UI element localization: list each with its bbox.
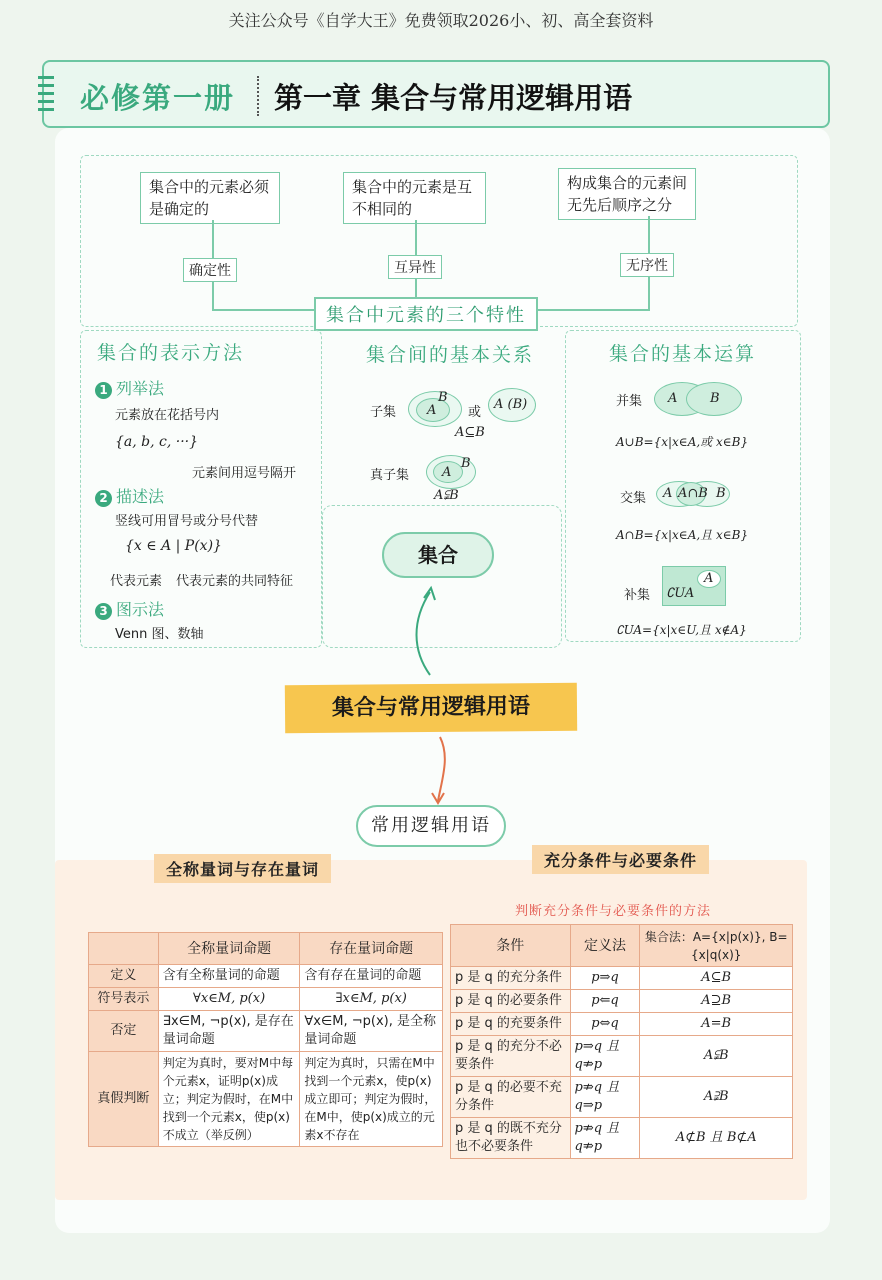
table-cell: 含有全称量词的命题 — [158, 965, 300, 988]
table-cell: A=B — [640, 1013, 793, 1036]
table-row — [451, 1118, 793, 1159]
table-row — [89, 1011, 443, 1052]
property-name-1: 确定性 — [183, 258, 237, 282]
binder-rings-icon — [38, 76, 54, 114]
method-2-example: {x ∈ A | P(x)} — [125, 538, 222, 554]
property-desc-1: 集合中的元素必须是确定的 — [140, 172, 280, 224]
or-label: 或 — [468, 405, 482, 420]
chapter-header — [42, 60, 830, 128]
method-2-title: 描述法 — [116, 487, 165, 506]
table-row — [451, 1036, 793, 1077]
relations-title: 集合间的基本关系 — [366, 344, 535, 366]
method-3-note: Venn 图、数轴 — [115, 627, 204, 642]
table-cell: 含有存在量词的命题 — [300, 965, 443, 988]
property-name-3: 无序性 — [620, 253, 674, 277]
table-cell: p⇏q 且 q⇏p — [570, 1118, 640, 1159]
method-1-arrow-note: 元素间用逗号隔开 — [192, 466, 297, 481]
row-header: p 是 q 的充要条件 — [451, 1013, 571, 1036]
table-cell: 判定为真时，只需在M中找到一个元素x，使p(x)成立即可；判定为假时，在M中，使p(x)成立的元素x不存在 — [300, 1052, 443, 1147]
proper-formula: A⫋B — [434, 488, 459, 503]
table-cell: A⊆B — [640, 967, 793, 990]
table-cell: A⫌B — [640, 1077, 793, 1118]
header-cell — [89, 933, 159, 965]
method-1-title: 列举法 — [116, 379, 165, 398]
table-cell: p⇏q 且 q⇒p — [570, 1077, 640, 1118]
complement-label: 补集 — [624, 588, 651, 603]
table-cell: p⇐q — [570, 990, 640, 1013]
divider — [257, 76, 259, 116]
method-2 — [95, 484, 164, 507]
complement-inner: ∁UA — [666, 586, 695, 601]
row-header: p 是 q 的必要不充分条件 — [451, 1077, 571, 1118]
row-header: 定义 — [89, 965, 159, 988]
table-cell: 判定为真时，要对M中每个元素x，证明p(x)成立；判定为假时，在M中找到一个元素x，使p(x)不成立（举反例） — [158, 1052, 300, 1147]
property-desc-2: 集合中的元素是互不相同的 — [343, 172, 486, 224]
table-cell: p⇔q — [570, 1013, 640, 1036]
curved-arrow-down-icon — [420, 735, 460, 807]
chapter-title: 第一章 集合与常用逻辑用语 — [274, 81, 633, 115]
method-2-note-left: 代表元素 — [110, 574, 163, 589]
quantifier-tab: 全称量词与存在量词 — [154, 854, 331, 883]
operations-title: 集合的基本运算 — [609, 343, 757, 365]
table-cell: ∃x∈M, ¬p(x), 是存在量词命题 — [158, 1011, 300, 1052]
inter-mid: A∩B — [678, 486, 708, 501]
table-cell: ∀x∈M, p(x) — [158, 988, 300, 1011]
method-title: 判断充分条件与必要条件的方法 — [515, 904, 712, 919]
row-header: p 是 q 的充分不必要条件 — [451, 1036, 571, 1077]
header-cell: 定义法 — [570, 925, 640, 967]
header-cell: 条件 — [451, 925, 571, 967]
subset-B: B — [438, 390, 448, 405]
row-header: p 是 q 的必要条件 — [451, 990, 571, 1013]
equal-AB: A (B) — [494, 397, 528, 412]
header-cell: 存在量词命题 — [300, 933, 443, 965]
row-header: 真假判断 — [89, 1052, 159, 1147]
proper-B: B — [461, 456, 471, 471]
quantifier-table — [88, 932, 443, 1147]
row-header: 否定 — [89, 1011, 159, 1052]
table-row — [89, 965, 443, 988]
row-header: p 是 q 的充分条件 — [451, 967, 571, 990]
logic-oval: 常用逻辑用语 — [356, 805, 506, 847]
table-row — [89, 988, 443, 1011]
header-cell: 集合法：A={x|p(x)}, B={x|q(x)} — [640, 925, 793, 967]
properties-center: 集合中元素的三个特性 — [314, 297, 538, 331]
volume-title: 必修第一册 — [80, 81, 236, 115]
row-header: p 是 q 的既不充分也不必要条件 — [451, 1118, 571, 1159]
table-header-row — [89, 933, 443, 965]
subset-A: A — [427, 403, 437, 418]
table-row — [451, 967, 793, 990]
method-1-example: {a, b, c, ···} — [115, 434, 199, 450]
table-cell: A⊄B 且 B⊄A — [640, 1118, 793, 1159]
method-2-note: 竖线可用冒号或分号代替 — [115, 514, 259, 529]
method-3-title: 图示法 — [116, 600, 165, 619]
representation-title: 集合的表示方法 — [97, 342, 245, 364]
num-3-icon: 3 — [95, 603, 112, 620]
method-1 — [95, 376, 164, 399]
top-note: 关注公众号《自学大王》免费领取2026小、初、高全套资料 — [228, 11, 654, 30]
complement-A: A — [704, 571, 714, 586]
table-cell: A⊇B — [640, 990, 793, 1013]
table-header-row — [451, 925, 793, 967]
intersection-label: 交集 — [620, 491, 647, 506]
subset-label: 子集 — [370, 405, 397, 420]
num-1-icon: 1 — [95, 382, 112, 399]
condition-table — [450, 924, 793, 1159]
method-1-note: 元素放在花括号内 — [115, 408, 220, 423]
union-A: A — [668, 391, 678, 406]
complement-formula: ∁UA={x|x∈U,且 x∉A} — [616, 623, 747, 637]
row-header: 符号表示 — [89, 988, 159, 1011]
union-B: B — [710, 391, 720, 406]
main-banner: 集合与常用逻辑用语 — [285, 683, 577, 734]
inter-A: A — [663, 486, 673, 501]
num-2-icon: 2 — [95, 490, 112, 507]
condition-tab: 充分条件与必要条件 — [532, 845, 709, 874]
subset-formula: A⊆B — [455, 425, 485, 440]
property-desc-3: 构成集合的元素间无先后顺序之分 — [558, 168, 696, 220]
table-cell: ∀x∈M, ¬p(x), 是全称量词命题 — [300, 1011, 443, 1052]
method-3 — [95, 597, 164, 620]
union-formula: A∪B={x|x∈A,或 x∈B} — [616, 435, 749, 449]
table-cell: p⇒q — [570, 967, 640, 990]
union-label: 并集 — [616, 394, 643, 409]
table-cell: p⇒q 且 q⇏p — [570, 1036, 640, 1077]
table-row — [451, 990, 793, 1013]
inter-B: B — [716, 486, 726, 501]
center-blob: 集合 — [382, 532, 494, 578]
table-row — [451, 1077, 793, 1118]
property-name-2: 互异性 — [388, 255, 442, 279]
table-row — [89, 1052, 443, 1147]
intersection-formula: A∩B={x|x∈A,且 x∈B} — [616, 528, 749, 542]
header-cell: 全称量词命题 — [158, 933, 300, 965]
proper-A: A — [442, 465, 452, 480]
table-row — [451, 1013, 793, 1036]
curved-arrow-icon — [400, 580, 460, 680]
proper-subset-label: 真子集 — [370, 468, 410, 483]
table-cell: ∃x∈M, p(x) — [300, 988, 443, 1011]
table-cell: A⫋B — [640, 1036, 793, 1077]
method-2-note-right: 代表元素的共同特征 — [176, 574, 294, 589]
